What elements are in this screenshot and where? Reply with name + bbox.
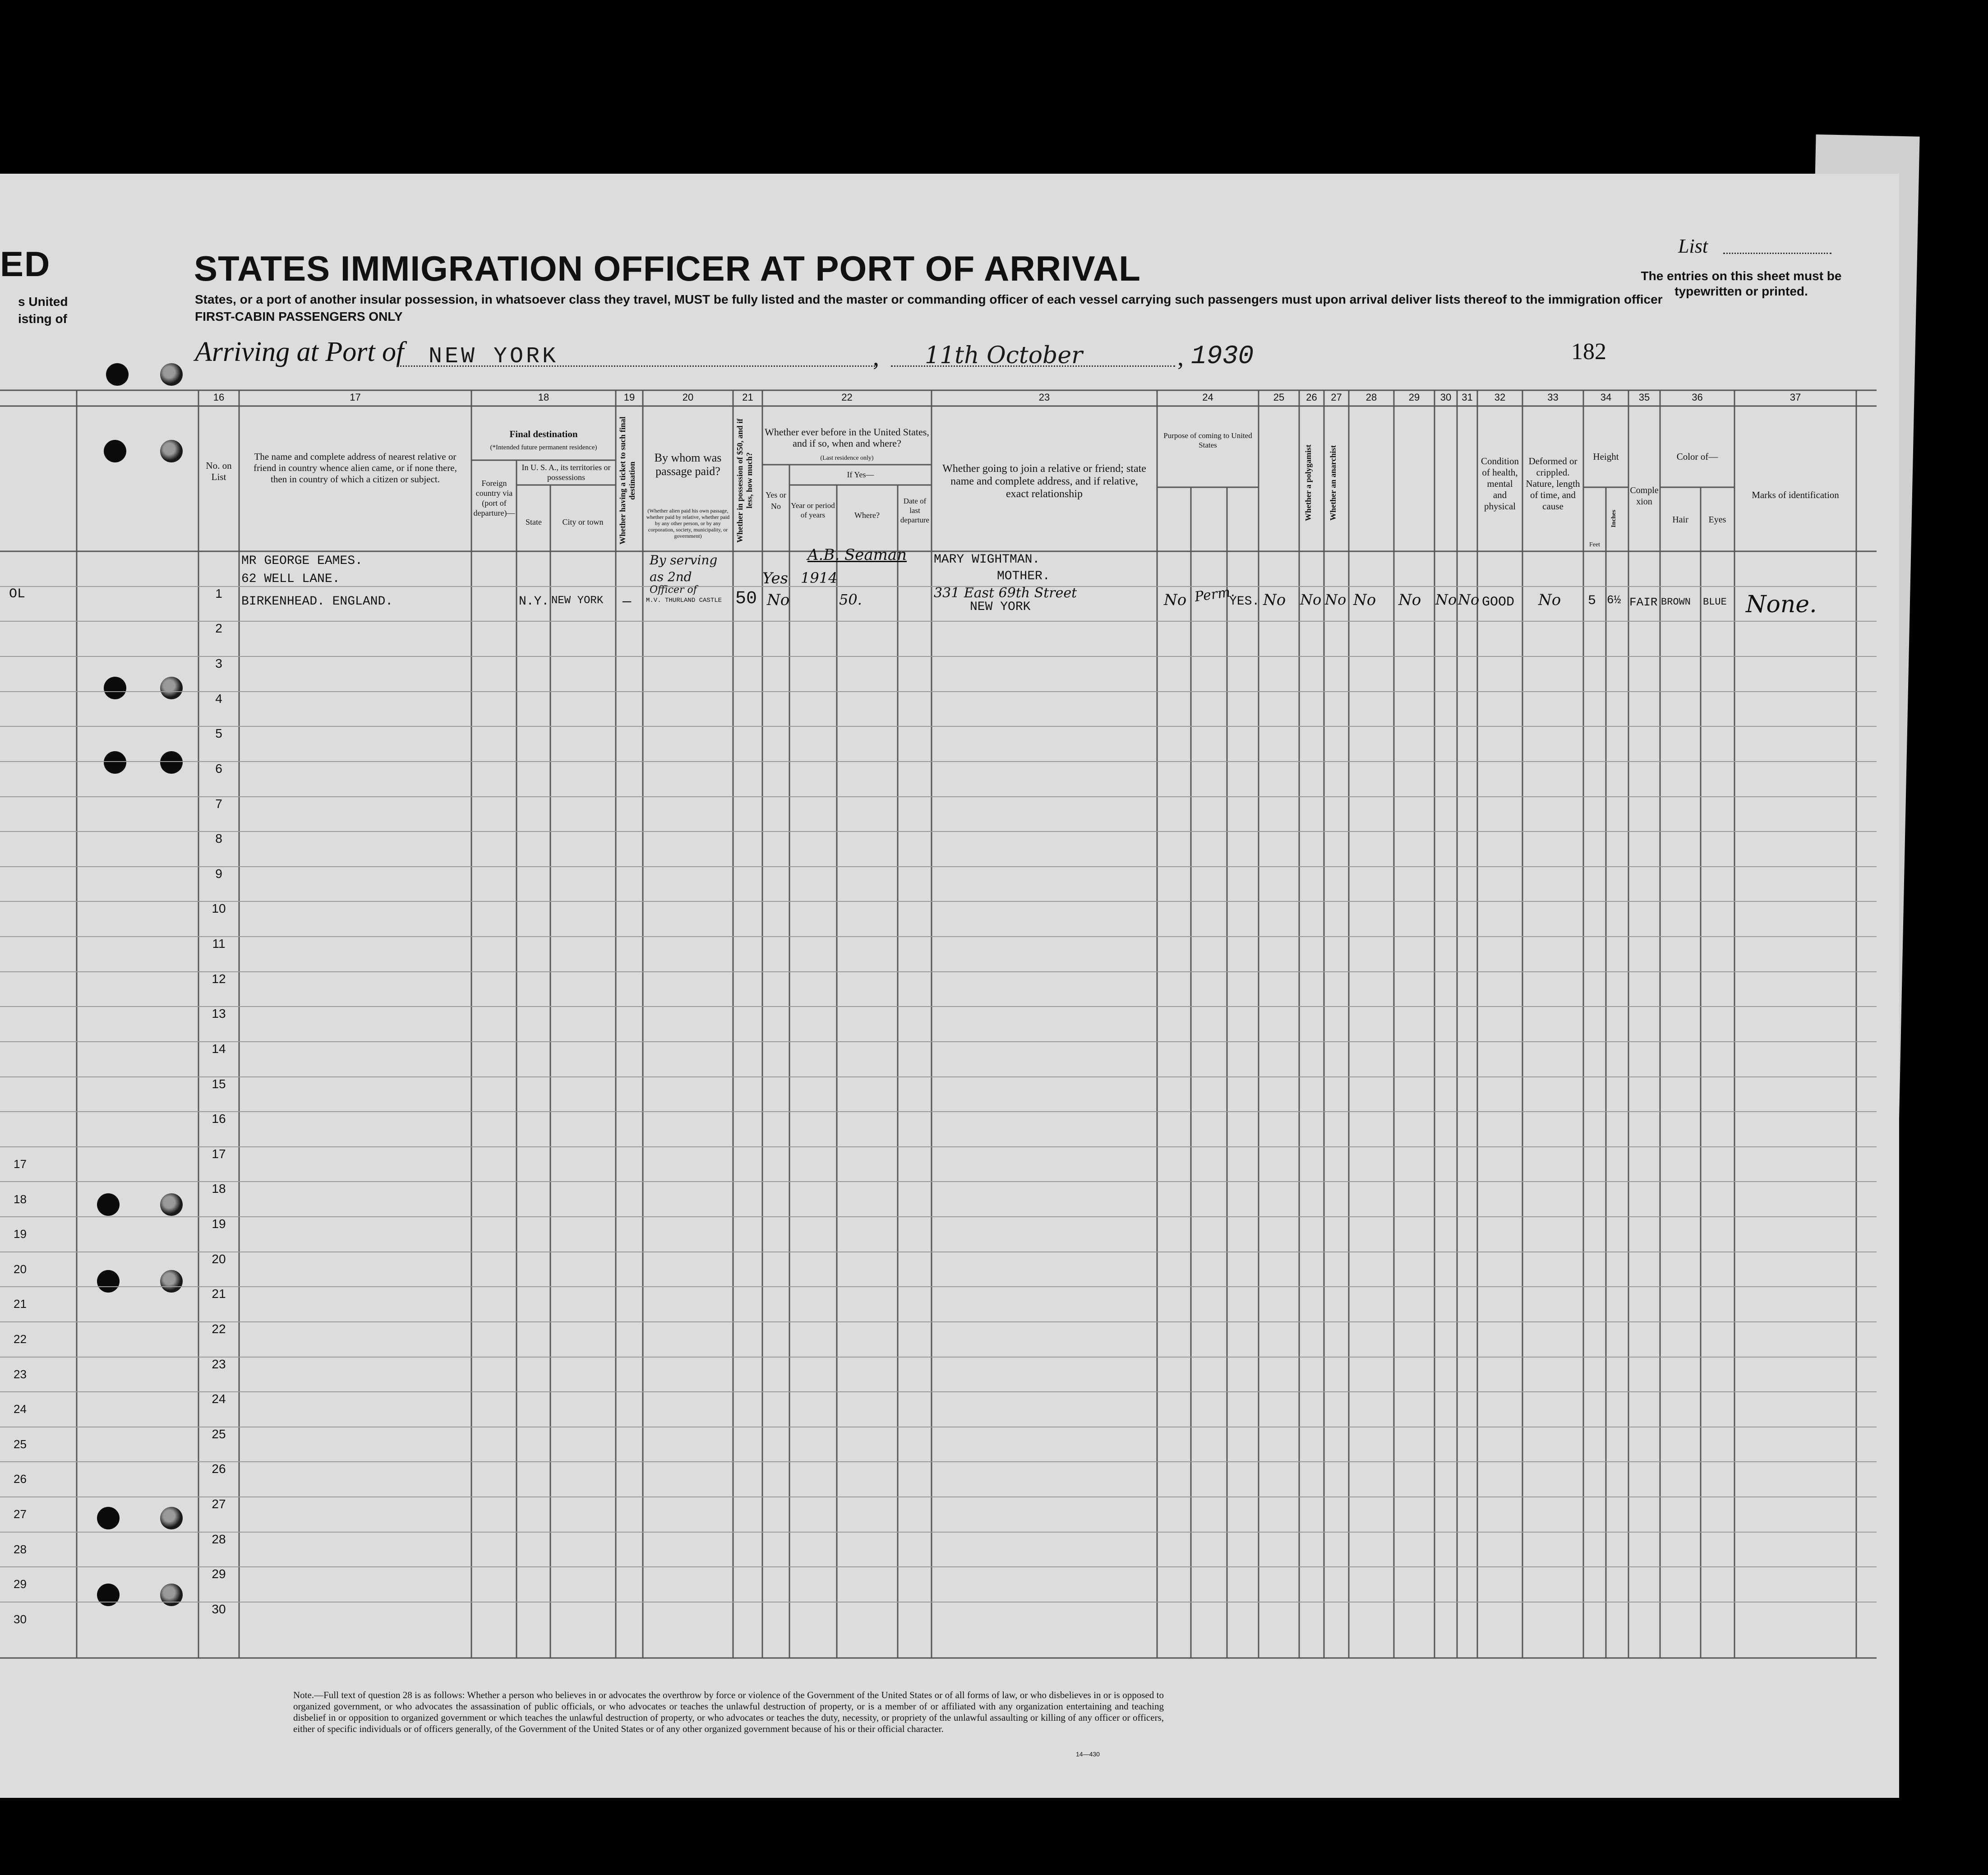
- column-number: 17: [350, 392, 361, 403]
- column-header-final-destination: Final destination: [509, 429, 578, 439]
- left-row-number: 22: [14, 1332, 27, 1346]
- row-number: 4: [215, 692, 222, 706]
- row-number: 5: [215, 726, 222, 740]
- row-number: 21: [212, 1287, 226, 1301]
- column-number: 23: [1038, 392, 1050, 403]
- column-number: 35: [1638, 392, 1650, 403]
- relative-line: BIRKENHEAD. ENGLAND.: [241, 595, 393, 609]
- row-number: 30: [212, 1602, 226, 1616]
- column-header-year: Year or period of years: [791, 501, 835, 519]
- polygamist-value: No: [1300, 591, 1322, 608]
- column-number: 22: [841, 392, 853, 403]
- column-number: 28: [1365, 392, 1377, 403]
- column-number: 33: [1547, 392, 1559, 403]
- left-row-number: 23: [14, 1367, 27, 1381]
- left-fragment-line: s United: [18, 295, 68, 309]
- left-row-number: 25: [14, 1437, 27, 1451]
- column-number: 37: [1790, 392, 1801, 403]
- left-fragment-entry: OL: [9, 587, 26, 602]
- row-number: 23: [212, 1357, 226, 1371]
- column-header-height: Height: [1593, 451, 1619, 462]
- col31-value: No: [1458, 591, 1480, 608]
- row-number: 19: [212, 1217, 226, 1231]
- column-header-last-residence: (Last residence only): [820, 455, 874, 462]
- row-number: 6: [215, 762, 222, 776]
- health-value: GOOD: [1482, 595, 1515, 610]
- row-number: 28: [212, 1532, 226, 1546]
- hair-value: BROWN: [1661, 596, 1691, 608]
- subtitle-line: FIRST-CABIN PASSENGERS ONLY: [195, 309, 403, 323]
- date-value: 11th October: [925, 342, 1083, 369]
- column-header-date-departure: Date of last departure: [900, 497, 930, 524]
- paid-line: M.V. THURLAND CASTLE: [646, 597, 722, 604]
- before-no: No: [767, 591, 790, 609]
- complexion-value: FAIR: [1629, 596, 1658, 609]
- column-header-polygamist: Whether a polygamist: [1304, 444, 1313, 521]
- comma: ,: [873, 343, 879, 371]
- column-header-health: Condition of health, mental and physical: [1481, 456, 1519, 512]
- row-number: 29: [212, 1567, 226, 1581]
- column-header-state: State: [526, 517, 542, 526]
- row-number: 15: [212, 1077, 226, 1091]
- row-number: 3: [215, 656, 222, 670]
- column-number: 18: [538, 392, 549, 403]
- year-value: 1930: [1191, 342, 1254, 371]
- column-header-city: City or town: [562, 517, 604, 526]
- relative-line: MR GEORGE EAMES.: [241, 554, 363, 568]
- row-number: 20: [212, 1252, 226, 1266]
- row-number: 17: [212, 1147, 226, 1161]
- deformed-value: No: [1538, 591, 1561, 609]
- left-row-number: 26: [14, 1472, 27, 1486]
- column-header-purpose: Purpose of coming to United States: [1163, 431, 1252, 449]
- ticket-value: —: [623, 593, 632, 610]
- comma: ,: [1177, 343, 1184, 371]
- left-row-number: 18: [14, 1192, 27, 1206]
- column-header-foreign-country: Foreign country via (port of departure)—: [473, 479, 515, 517]
- eyes-value: BLUE: [1703, 596, 1727, 608]
- column-header-yes-no: Yes or No: [766, 490, 786, 511]
- left-row-number: 28: [14, 1542, 27, 1556]
- column-header-hair: Hair: [1672, 515, 1688, 525]
- col29-value: No: [1398, 591, 1421, 609]
- row-number: 27: [212, 1497, 226, 1511]
- column-number: 27: [1331, 392, 1342, 403]
- row-number: 16: [212, 1112, 226, 1126]
- port-value: NEW YORK: [429, 344, 559, 369]
- col25-value: No: [1263, 591, 1286, 609]
- money-value: 50: [735, 589, 757, 609]
- column-header-ticket: Whether having a ticket to such final destination: [618, 416, 637, 545]
- list-label: List: [1678, 235, 1708, 257]
- row-number: 22: [212, 1322, 226, 1336]
- purpose-value: No: [1164, 591, 1187, 609]
- column-header-passage-paid: By whom was passage paid?: [654, 451, 722, 478]
- column-header-usa: In U. S. A., its territories or possessions: [521, 463, 611, 482]
- left-row-number: 30: [14, 1612, 27, 1626]
- column-number: 21: [742, 392, 753, 403]
- column-header-where: Where?: [854, 511, 880, 520]
- column-number: 32: [1494, 392, 1506, 403]
- join-line: NEW YORK: [970, 600, 1031, 614]
- page-title: STATES IMMIGRATION OFFICER AT PORT OF ARRIVAL: [194, 249, 1141, 288]
- before-yes: Yes: [762, 569, 789, 587]
- column-header-color-of: Color of—: [1676, 451, 1718, 462]
- column-number: 20: [682, 392, 694, 403]
- anarchist-value: No: [1325, 591, 1347, 608]
- row-number: 24: [212, 1392, 226, 1406]
- row-number: 2: [215, 621, 222, 635]
- left-row-number: 24: [14, 1402, 27, 1416]
- left-fragment-line: isting of: [18, 312, 67, 326]
- column-header-marks: Marks of identification: [1752, 490, 1839, 500]
- column-header-money: Whether in possession of $50, and if less, how much?: [735, 418, 754, 543]
- left-row-number: 20: [14, 1262, 27, 1276]
- col28-value: No: [1353, 591, 1376, 609]
- column-header-complexion: Complexion: [1630, 485, 1659, 507]
- before-where: 50.: [839, 591, 862, 608]
- height-feet: 5: [1588, 593, 1596, 609]
- column-header-feet: Feet: [1589, 541, 1601, 548]
- row-number: 13: [212, 1007, 226, 1021]
- column-number: 29: [1408, 392, 1420, 403]
- row-number: 11: [212, 937, 226, 951]
- marks-value: None.: [1746, 591, 1817, 618]
- column-header-if-yes: If Yes—: [847, 470, 874, 479]
- row-number: 25: [212, 1427, 226, 1441]
- row-number: 26: [212, 1462, 226, 1476]
- row-number: 7: [215, 797, 222, 811]
- column-header-before-in-us: Whether ever before in the United States, and if so, when and where?: [765, 426, 929, 449]
- column-header-final-destination-note: (*Intended future permanent residence): [490, 444, 597, 451]
- column-number: 36: [1692, 392, 1703, 403]
- row-number: 18: [212, 1182, 226, 1196]
- before-year: 1914: [801, 569, 838, 587]
- left-fragment-title: ED: [0, 244, 51, 284]
- column-header-inches: Inches: [1610, 510, 1617, 528]
- join-line: 331 East 69th Street: [934, 585, 1077, 601]
- join-line: MOTHER.: [997, 569, 1050, 583]
- left-row-number: 19: [14, 1227, 27, 1241]
- left-row-number: 17: [14, 1157, 27, 1171]
- row-number: 12: [212, 972, 226, 986]
- column-header-join-relative: Whether going to join a relative or friend; state name and complete address, and if relative, exact relationship: [942, 463, 1146, 500]
- entries-note: The entries on this sheet must be typewritten or printed.: [1641, 269, 1842, 298]
- paid-line: Officer of: [650, 584, 697, 596]
- col30-value: No: [1435, 591, 1457, 608]
- purpose-value: YES.: [1229, 595, 1260, 609]
- row-number: 14: [212, 1042, 226, 1056]
- column-header-anarchist: Whether an anarchist: [1328, 445, 1338, 521]
- left-row-numbers: [14, 1147, 27, 1637]
- relative-line: 62 WELL LANE.: [241, 572, 340, 586]
- column-number: 34: [1600, 392, 1612, 403]
- column-number: 24: [1202, 392, 1213, 403]
- column-number: 31: [1462, 392, 1473, 403]
- column-header-passage-paid-note: (Whether alien paid his own passage, whether paid by relative, whether paid by any other person, or by any corporation, society, municipality, or government): [646, 508, 730, 539]
- paid-line: as 2nd: [650, 569, 692, 584]
- height-inches: 6½: [1607, 593, 1621, 607]
- column-number: 26: [1306, 392, 1317, 403]
- destination-city: NEW YORK: [551, 595, 604, 607]
- left-row-number: 29: [14, 1577, 27, 1591]
- column-number: 30: [1440, 392, 1452, 403]
- column-number: 25: [1273, 392, 1285, 403]
- row-number: 8: [215, 831, 222, 845]
- column-number: 19: [623, 392, 635, 403]
- destination-state: N.Y.: [519, 595, 549, 609]
- arriving-label: Arriving at Port of: [195, 337, 404, 367]
- row-number: 9: [215, 867, 222, 881]
- page-number: 182: [1571, 339, 1606, 365]
- left-row-number: 27: [14, 1507, 27, 1521]
- form-number: 14—430: [1076, 1750, 1100, 1758]
- column-header-eyes: Eyes: [1708, 515, 1726, 525]
- footnote: Note.—Full text of question 28 is as follows: Whether a person who believes in or advocates the overthrow by force or violence of the Government of the United States or of all forms of law, or who disbelieves in or is opposed to organized government, or who advocates the assassination of public officials, or who advocates or teaches the unlawful destruction of property, or is a member of or affiliated with any organization entertaining and teaching disbelief in or opposition to organized government or which teaches the unlawful destruction of property, or who advocates or teaches the duty, necessity, or propriety of the unlawful assaulting or killing of any officer or officers, either of specific individuals or of officers generally, of the Government of the United States or of any other organized government because of his or their official character.: [293, 1690, 1164, 1734]
- join-line: MARY WIGHTMAN.: [934, 553, 1040, 567]
- row-number: 10: [212, 901, 226, 915]
- left-row-number: 21: [14, 1297, 27, 1311]
- column-number: 16: [213, 392, 225, 403]
- column-header-no-on-list: No. on List: [206, 460, 232, 482]
- subtitle-line: States, or a port of another insular possession, in whatsoever class they travel, MUST be fully listed and the master or commanding officer of each vessel carrying such passengers must upon arrival deliver lists thereof to the immigration officer: [195, 292, 1663, 306]
- column-header-relative: The name and complete address of nearest relative or friend in country whence alien came, or if none there, then in country of which a citizen or subject.: [254, 451, 457, 485]
- paid-line: By serving: [650, 553, 718, 568]
- row-number: 1: [215, 587, 222, 600]
- purpose-value: Perm.: [1193, 583, 1236, 605]
- before-note: A.B. Seaman: [807, 546, 907, 564]
- column-header-deformed: Deformed or crippled. Nature, length of time, and cause: [1526, 456, 1580, 512]
